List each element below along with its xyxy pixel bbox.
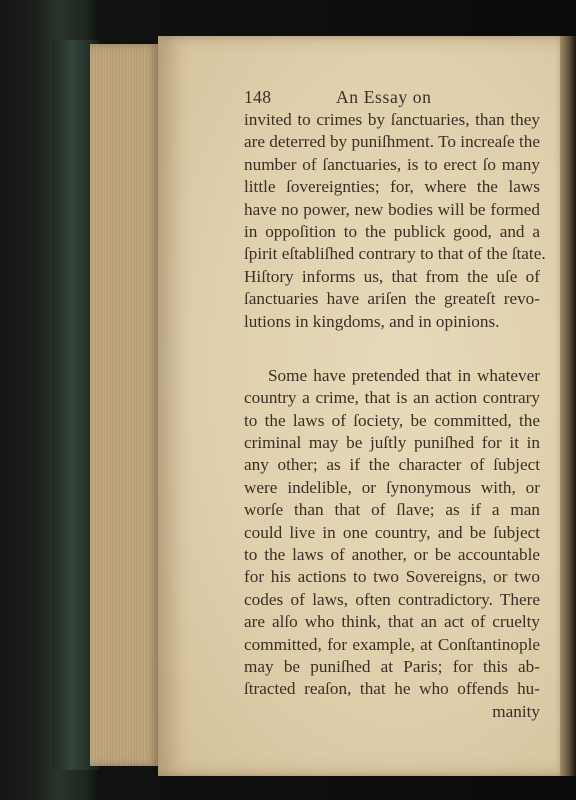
text-line: committed, for example, at Conſtantinople xyxy=(244,634,540,654)
text-line: are alſo who think, that an act of cruelty xyxy=(244,612,540,632)
page-edges xyxy=(90,44,160,766)
text-line: ſpirit eſtabliſhed contrary to that of the ſtate. xyxy=(244,244,546,264)
page-number: 148 xyxy=(244,87,272,107)
paragraph-2 xyxy=(244,365,540,701)
page-text-block xyxy=(244,86,546,723)
text-line: ſanctuaries have ariſen the greateſt revo- xyxy=(244,289,540,309)
paragraph-gap xyxy=(244,333,540,365)
text-line: to the laws of another, or be accountable xyxy=(244,545,540,565)
text-line: invited to crimes by ſanctuaries, than they xyxy=(244,110,540,129)
catchword: manity xyxy=(492,701,540,721)
text-line: have no power, new bodies will be formed xyxy=(244,199,540,219)
text-line: codes of laws, often contradictory. There xyxy=(244,589,540,609)
running-title: An Essay on xyxy=(336,87,432,107)
text-line: criminal may be juſtly puniſhed for it in xyxy=(244,433,540,453)
text-line: little ſovereignties; for, where the laws xyxy=(244,177,540,197)
text-line: country a crime, that is an action contrary xyxy=(244,388,540,408)
text-line: may be puniſhed at Paris; for this ab- xyxy=(244,656,540,676)
text-line: ſtracted reaſon, that he who offends hu- xyxy=(244,679,540,699)
text-line: any other; as if the character of ſubject xyxy=(244,455,540,475)
text-line: in oppoſition to the publick good, and a xyxy=(244,221,540,241)
text-line: Some have pretended that in whatever xyxy=(268,365,540,385)
text-line: could live in one country, and be ſubject xyxy=(244,522,540,542)
text-line: lutions in kingdoms, and in opinions. xyxy=(244,311,500,331)
page-header xyxy=(244,86,540,108)
text-line: are deterred by puniſhment. To increaſe the xyxy=(244,132,540,152)
text-line: for his actions to two Sovereigns, or two xyxy=(244,567,540,587)
text-line: worſe than that of ſlave; as if a man xyxy=(244,500,540,520)
text-line: were indelible, or ſynonymous with, or xyxy=(244,477,540,497)
page-gutter-edge xyxy=(560,36,576,776)
text-line: to the laws of ſociety, be committed, the xyxy=(244,410,540,430)
text-line: number of ſanctuaries, is to erect ſo many xyxy=(244,154,540,174)
text-line: Hiſtory informs us, that from the uſe of xyxy=(244,266,540,286)
paragraph-1 xyxy=(244,109,546,333)
